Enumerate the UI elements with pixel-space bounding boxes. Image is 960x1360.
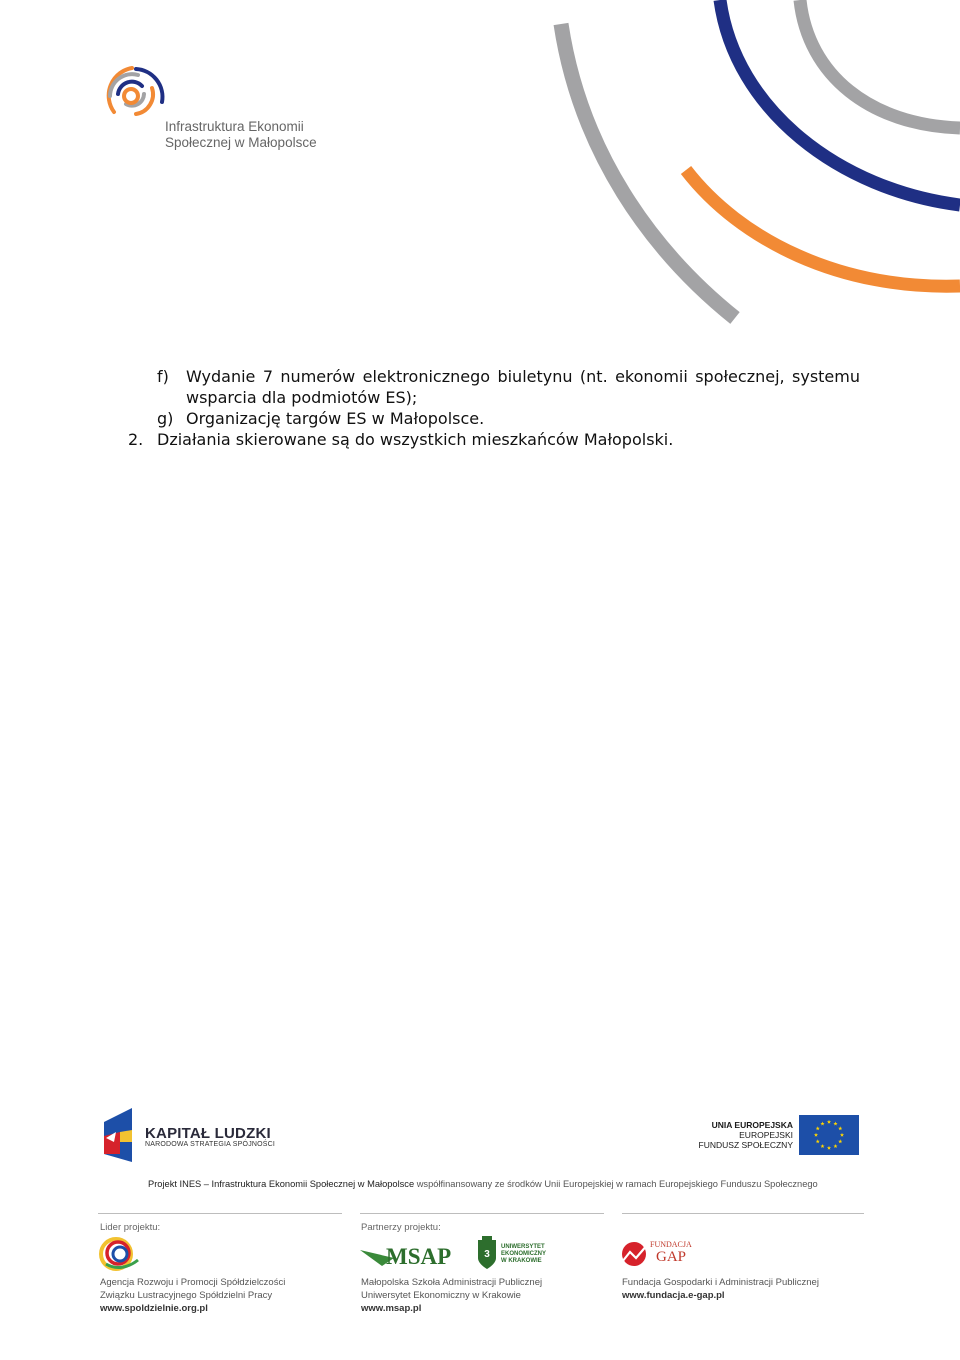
list-item-g — [128, 408, 860, 429]
list-label: f) — [157, 367, 169, 386]
project-funding: współfinansowany ze środków Unii Europejskiej w ramach Europejskiego Funduszu Społecznego — [414, 1179, 818, 1189]
project-info — [148, 1179, 828, 1189]
partners-line1: Małopolska Szkoła Administracji Publicznej — [361, 1277, 543, 1288]
partners-label: Partnerzy projektu: — [361, 1222, 441, 1233]
lider-info — [100, 1276, 285, 1315]
gap-circle-icon — [620, 1240, 650, 1268]
kapital-ludzki-logo-icon — [100, 1108, 140, 1162]
gap-url[interactable]: www.fundacja.e-gap.pl — [622, 1290, 725, 1301]
lider-label: Lider projektu: — [100, 1222, 161, 1233]
uek-line1: UNIWERSYTET — [501, 1244, 545, 1250]
point-text: Działania skierowane są do wszystkich mieszkańców Małopolski. — [157, 430, 674, 449]
gap-logo — [620, 1238, 694, 1268]
gap-info — [622, 1276, 819, 1302]
list-label: g) — [157, 409, 174, 428]
list-text-continuation: wsparcia dla podmiotów ES); — [186, 388, 418, 407]
point-2 — [128, 429, 860, 450]
gap-small-text: FUNDACJA — [650, 1240, 692, 1249]
eu-flag-icon — [799, 1115, 859, 1155]
list-text: Wydanie 7 numerów elektronicznego biuletynu (nt. ekonomii społecznej, systemu — [186, 367, 860, 386]
kapital-ludzki-title: KAPITAŁ LUDZKI — [145, 1125, 271, 1142]
uek-line2: EKONOMICZNY — [501, 1251, 546, 1257]
uek-logo — [476, 1236, 550, 1270]
ines-logo-icon — [96, 62, 168, 126]
point-label: 2. — [128, 430, 144, 449]
kapital-ludzki-subtitle: NARODOWA STRATEGIA SPÓJNOŚCI — [145, 1141, 276, 1148]
msap-logo — [360, 1244, 452, 1270]
divider — [98, 1213, 342, 1214]
logo-line2: Społecznej w Małopolsce — [165, 134, 317, 150]
uek-crest-icon — [476, 1236, 498, 1270]
document-body — [128, 366, 860, 450]
lider-url[interactable]: www.spoldzielnie.org.pl — [100, 1303, 208, 1314]
partners-line2: Uniwersytet Ekonomiczny w Krakowie — [361, 1290, 521, 1301]
uek-line3: W KRAKOWIE — [501, 1258, 542, 1264]
eu-line1: UNIA EUROPEJSKA — [711, 1120, 793, 1130]
logo-line1: Infrastruktura Ekonomii — [165, 119, 304, 134]
gap-line1: Fundacja Gospodarki i Administracji Publicznej — [622, 1277, 819, 1288]
lider-line2: Związku Lustracyjnego Spółdzielni Pracy — [100, 1290, 273, 1301]
arips-logo-icon — [98, 1236, 142, 1272]
msap-wordmark: MSAP — [386, 1244, 452, 1269]
partners-info — [361, 1276, 542, 1315]
list-text: Organizację targów ES w Małopolsce. — [186, 409, 485, 428]
eu-line3: FUNDUSZ SPOŁECZNY — [698, 1140, 793, 1150]
lider-line1: Agencja Rozwoju i Promocji Spółdzielczości — [100, 1277, 286, 1288]
divider — [360, 1213, 604, 1214]
divider — [622, 1213, 864, 1214]
uek-text — [501, 1244, 546, 1265]
eu-line2: EUROPEJSKI — [739, 1130, 793, 1140]
decorative-arcs — [540, 0, 960, 340]
list-item-f — [128, 366, 860, 387]
eu-text — [690, 1120, 793, 1150]
ines-logo-text — [165, 119, 317, 150]
partners-url[interactable]: www.msap.pl — [361, 1303, 422, 1314]
project-name: Projekt INES – Infrastruktura Ekonomii Społecznej w Małopolsce — [148, 1179, 415, 1189]
svg-text:3: 3 — [484, 1249, 490, 1260]
gap-big-text: GAP — [656, 1249, 687, 1265]
